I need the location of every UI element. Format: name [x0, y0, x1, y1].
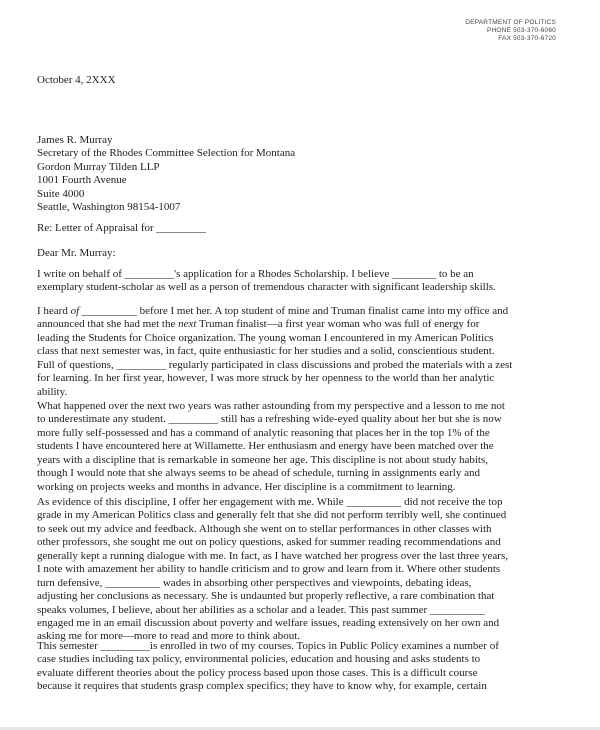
body-line: evaluate different theories about the policy process based upon those cases. This is a difficult course — [37, 666, 478, 679]
body-line: working on projects weeks and months in advance. Her discipline is a commitment to learning. — [37, 480, 456, 493]
text-segment: __________ before I met her. A top student of mine and Truman finalist came into my office and — [79, 305, 509, 317]
letter-date: October 4, 2XXX — [37, 74, 116, 86]
recipient-line: Gordon Murray Tilden LLP — [37, 160, 160, 173]
body-line: speaks volumes, I believe, about her abilities as a scholar and a leader. This past summer __________ — [37, 603, 485, 616]
body-line: As evidence of this discipline, I offer her engagement with me. While __________ did not receive the top — [37, 496, 503, 508]
body-line: exemplary student-scholar as well as a person of tremendous character with significant leadership skills. — [37, 281, 496, 294]
body-line: class that next semester was, in fact, quite enthusiastic for her studies and a solid, conscientious student. — [37, 345, 495, 358]
text-segment: Truman finalist—a first year woman who was full of energy for — [196, 318, 480, 331]
body-line: ability. — [37, 385, 68, 398]
body-line: adjusting her conclusions as necessary. She is undaunted but properly reflective, a rare combination that — [37, 590, 495, 603]
body-line: to underestimate any student. _________ still has a refreshing wide-eyed quality about her but she is now — [37, 413, 502, 426]
body-line: I note with amazement her ability to handle criticism and to grow and learn from it. Where other students — [37, 563, 501, 576]
letterhead — [465, 19, 556, 43]
text-segment: announced that she had met the — [37, 318, 179, 331]
body-line: grade in my American Politics class and generally felt that she did not perform terribly well, she continued — [37, 509, 507, 522]
fax-number: FAX 503-370-6720 — [498, 35, 556, 42]
paragraph-4 — [37, 496, 508, 644]
recipient-line: Secretary of the Rhodes Committee Selection for Montana — [37, 147, 296, 160]
body-line: years with a discipline that is remarkable in someone her age. This discipline is not about study habits, — [37, 453, 489, 466]
body-line: Full of questions, _________ regularly participated in class discussions and probed the materials with a zest — [37, 358, 513, 371]
recipient-line: Seattle, Washington 98154-1007 — [37, 201, 181, 214]
paragraph-5 — [37, 640, 499, 694]
body-line: more fully self-possessed and has a command of analytic reasoning that places her in the top 1% of the — [37, 426, 490, 439]
body-line: asking me for more—more to read and more to think about. — [37, 630, 301, 643]
paragraph-1 — [37, 268, 496, 295]
body-line: for learning. In her first year, however, I was more struck by her openness to the world than her analytic — [37, 372, 495, 385]
body-line: engaged me in an email discussion about poverty and welfare issues, reading extensively on her own and — [37, 616, 500, 629]
body-line: though I would note that she always seems to be ahead of schedule, turning in assignments early and — [37, 467, 480, 480]
text-segment: I heard — [37, 305, 71, 317]
body-line: I write on behalf of _________'s application for a Rhodes Scholarship. I believe ________ to be an — [37, 268, 474, 280]
recipient-line: Suite 4000 — [37, 187, 85, 200]
body-line: case studies including tax policy, environmental policies, education and housing and asks students to — [37, 653, 481, 666]
italic-text: next — [178, 318, 197, 331]
paragraph-2 — [37, 305, 512, 399]
body-line: other professors, she sought me out on policy questions, asked for summer reading recommendations and — [37, 536, 501, 549]
paragraph-3 — [37, 400, 505, 494]
body-line: leading the Students for Choice organization. The young woman I encountered in my American Politics — [37, 331, 494, 344]
department-name: DEPARTMENT OF POLITICS — [465, 19, 556, 26]
body-line — [37, 318, 512, 331]
salutation: Dear Mr. Murray: — [37, 247, 116, 259]
subject-line: Re: Letter of Appraisal for _________ — [37, 222, 206, 234]
body-line: because it requires that students grasp complex specifics; they have to know why, for example, certain — [37, 680, 487, 693]
italic-text: of — [70, 305, 80, 317]
body-line: students I have encountered here at Willamette. Her enthusiasm and energy have been matched over the — [37, 440, 494, 453]
recipient-address — [37, 134, 295, 215]
body-line: turn defensive, __________ wades in absorbing other perspectives and viewpoints, debating ideas, — [37, 576, 472, 589]
body-line: generally kept a running dialogue with me. In fact, as I have watched her progress over the last three years, — [37, 549, 508, 562]
body-line: to seek out my advice and feedback. Although she went on to stellar performances in other classes with — [37, 522, 492, 535]
recipient-line: James R. Murray — [37, 134, 113, 146]
body-line: This semester _________is enrolled in two of my courses. Topics in Public Policy examines a number of — [37, 640, 499, 652]
body-line: What happened over the next two years was rather astounding from my perspective and a lesson to me not — [37, 400, 505, 412]
body-line — [37, 305, 512, 318]
phone-number: PHONE 503-370-6060 — [487, 27, 556, 34]
recipient-line: 1001 Fourth Avenue — [37, 174, 127, 187]
